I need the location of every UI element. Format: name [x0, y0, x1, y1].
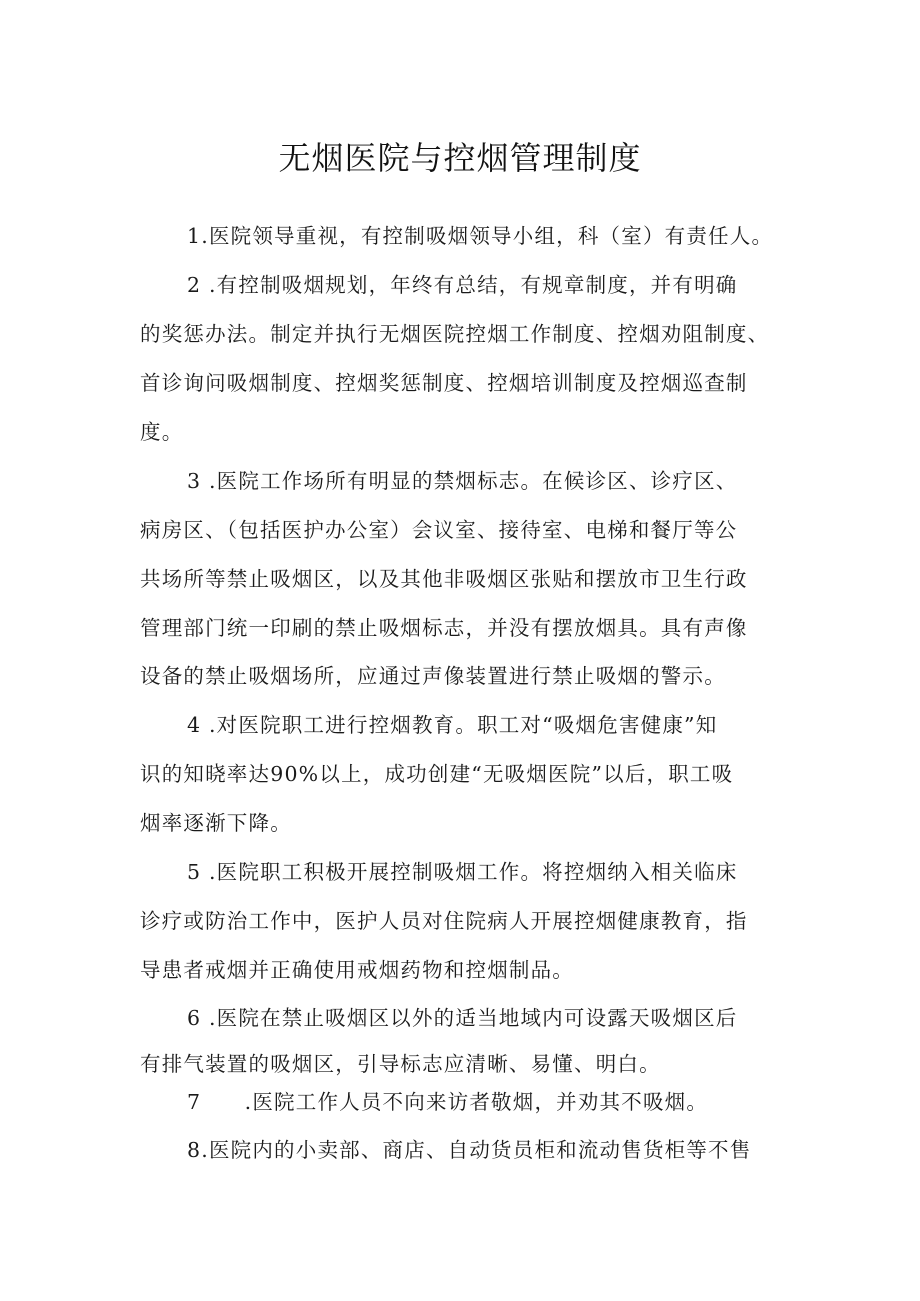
paragraph-line: 1.医院领导重视，有控制吸烟领导小组，科（室）有责任人。 [187, 224, 774, 248]
paragraph-line: 首诊询问吸烟制度、控烟奖惩制度、控烟培训制度及控烟巡查制 [140, 371, 748, 395]
paragraph-line: 的奖惩办法。制定并执行无烟医院控烟工作制度、控烟劝阻制度、 [140, 322, 770, 346]
paragraph-line: 病房区、（包括医护办公室）会议室、接待室、电梯和餐厅等公 [140, 518, 738, 542]
paragraph-line: 4 .对医院职工进行控烟教育。职工对“吸烟危害健康”知 [187, 713, 718, 737]
document-title: 无烟医院与控烟管理制度 [278, 139, 642, 177]
paragraph-line: 识的知晓率达90%以上，成功创建“无吸烟医院”以后，职工吸 [140, 762, 734, 786]
paragraph-line: 2 .有控制吸烟规划，年终有总结，有规章制度，并有明确 [187, 273, 738, 297]
paragraph-line: 8.医院内的小卖部、商店、自动货员柜和流动售货柜等不售 [187, 1138, 752, 1162]
paragraph-line: 共场所等禁止吸烟区，以及其他非吸烟区张贴和摆放市卫生行政 [140, 567, 748, 591]
paragraph-line: 设备的禁止吸烟场所，应通过声像装置进行禁止吸烟的警示。 [140, 664, 726, 688]
paragraph-line: 导患者戒烟并正确使用戒烟药物和控烟制品。 [140, 958, 574, 982]
paragraph-line: 度。 [140, 420, 184, 444]
paragraph-line: 烟率逐渐下降。 [140, 811, 292, 835]
paragraph-line: 诊疗或防治工作中，医护人员对住院病人开展控烟健康教育，指 [140, 909, 748, 933]
paragraph-line: 有排气装置的吸烟区，引导标志应清晰、易懂、明白。 [140, 1052, 661, 1076]
paragraph-line: 7 .医院工作人员不向来访者敬烟，并劝其不吸烟。 [187, 1090, 709, 1114]
paragraph-line: 3 .医院工作场所有明显的禁烟标志。在候诊区、诊疗区、 [187, 469, 738, 493]
paragraph-line: 5 .医院职工积极开展控制吸烟工作。将控烟纳入相关临床 [187, 860, 738, 884]
paragraph-line: 6 .医院在禁止吸烟区以外的适当地域内可设露天吸烟区后 [187, 1006, 738, 1030]
paragraph-line: 管理部门统一印刷的禁止吸烟标志，并没有摆放烟具。具有声像 [140, 616, 748, 640]
